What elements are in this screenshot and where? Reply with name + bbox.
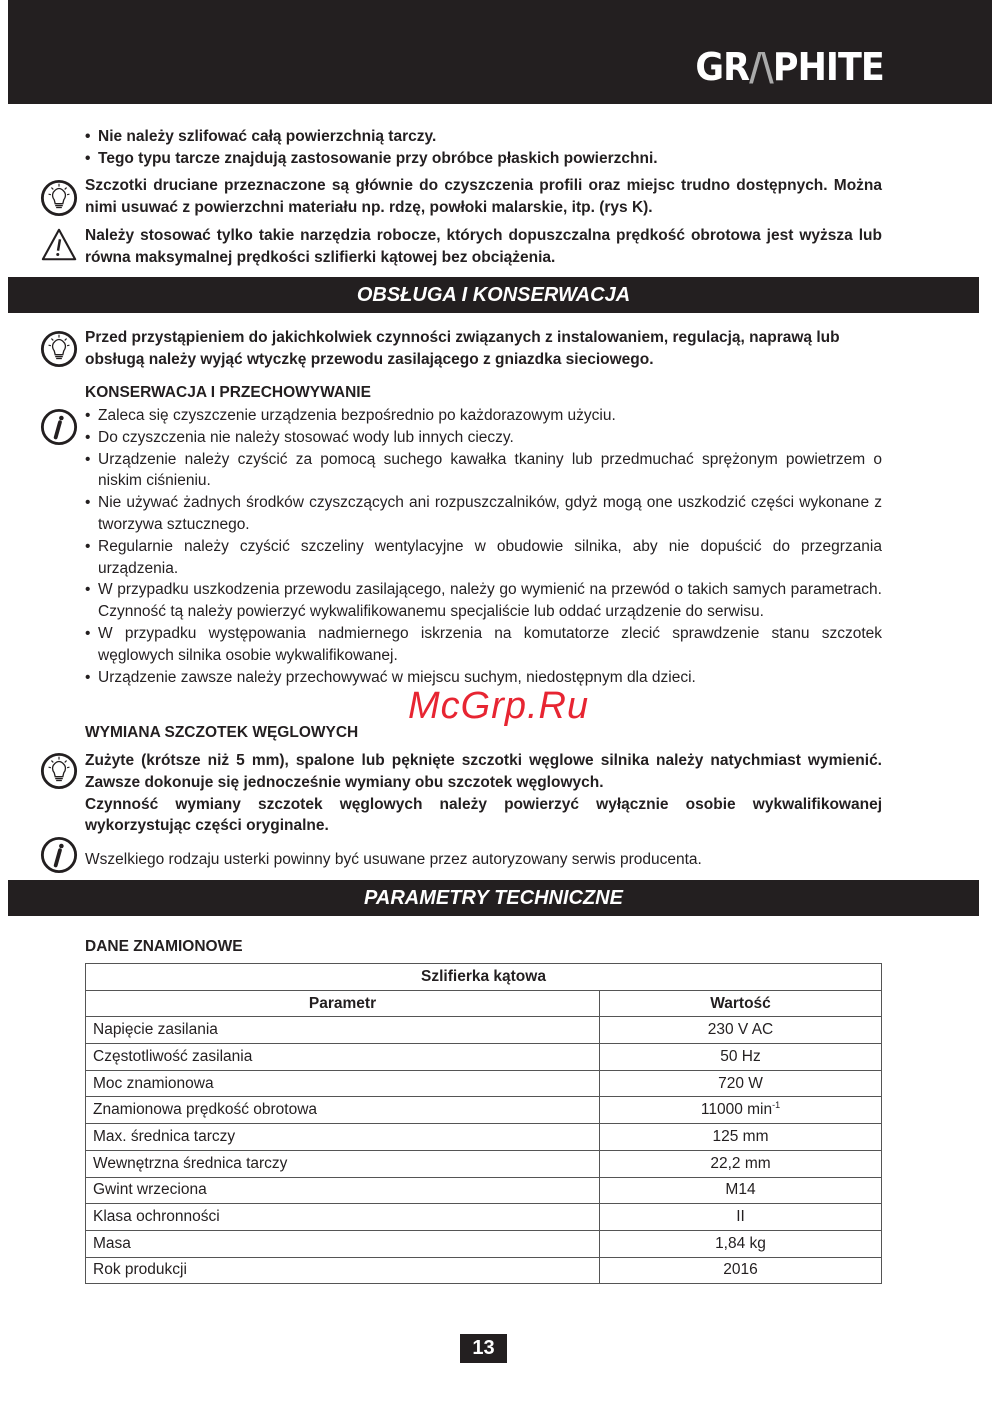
table-row [86,1230,882,1257]
param-cell: Klasa ochronności [86,1204,600,1231]
bullet-item: • W przypadku uszkodzenia przewodu zasilającego, należy go wymienić na przewód o takich samych parametrach. Czynność tą należy powierzyć wykwalifikowanemu specjaliście lub oddać urządzenie do serwisu. [85,579,882,623]
info-icon [40,836,78,874]
warning-triangle-icon [40,226,78,264]
bullet-item: • Regularnie należy czyścić szczeliny wentylacyjne w obudowie silnika, aby nie dopuścić do przegrzania urządzenia. [85,536,882,580]
rating-heading: DANE ZNAMIONOWE [85,938,243,955]
spec-table [85,963,882,1284]
logo-part-1: GR [695,45,750,89]
value-cell: 125 mm [600,1124,882,1151]
header-bar [8,0,992,104]
brushes-text [85,750,882,837]
lightbulb-tip-icon [40,179,78,217]
section-band-maintenance: OBSŁUGA I KONSERWACJA [8,277,979,313]
param-cell: Moc znamionowa [86,1070,600,1097]
value-cell: M14 [600,1177,882,1204]
lightbulb-tip-icon [40,330,78,368]
brushes-para-2: Czynność wymiany szczotek węglowych należy powierzyć wyłącznie osobie wykwalifikowanej wykorzystując części oryginalne. [85,795,882,835]
bullet-item: • Zaleca się czyszczenie urządzenia bezpośrednio po każdorazowym użyciu. [85,405,882,427]
column-header-value: Wartość [600,990,882,1017]
param-cell: Rok produkcji [86,1257,600,1284]
table-row [86,1124,882,1151]
param-cell: Gwint wrzeciona [86,1177,600,1204]
param-cell: Napięcie zasilania [86,1017,600,1044]
storage-bullets [85,405,882,688]
value-cell: 22,2 mm [600,1150,882,1177]
top-bullets [85,126,882,170]
value-cell: 50 Hz [600,1044,882,1071]
bullet-item: • Tego typu tarcze znajdują zastosowanie przy obróbce płaskich powierzchni. [85,148,882,170]
brushes-heading: WYMIANA SZCZOTEK WĘGLOWYCH [85,724,359,741]
table-row [86,1257,882,1284]
table-row [86,1204,882,1231]
bullet-item: • Urządzenie zawsze należy przechowywać w miejscu suchym, niedostępnym dla dzieci. [85,667,882,689]
bullet-item: • Do czyszczenia nie należy stosować wody lub innych cieczy. [85,427,882,449]
section-band-technical: PARAMETRY TECHNICZNE [8,880,979,916]
value-cell [600,1097,882,1124]
value-cell: 1,84 kg [600,1230,882,1257]
value-cell: 2016 [600,1257,882,1284]
watermark: McGrp.Ru [408,685,590,727]
table-row [86,1177,882,1204]
param-cell: Znamionowa prędkość obrotowa [86,1097,600,1124]
logo-part-3: PHITE [772,45,884,89]
info-service: Wszelkiego rodzaju usterki powinny być usuwane przez autoryzowany serwis producenta. [85,851,702,868]
speed-superscript: -1 [772,1100,781,1111]
info-icon [40,408,78,446]
tip-unplug: Przed przystąpieniem do jakichkolwiek czynności związanych z instalowaniem, regulacją, naprawą lub obsługą należy wyjąć wtyczkę przewodu zasilającego z gniazdka sieciowego. [85,329,840,368]
speed-value: 11000 min [700,1101,773,1119]
warning-tools: Należy stosować tylko takie narzędzia robocze, których dopuszczalna prędkość obrotowa jest wyższa lub równa maksymalnej prędkości szlifierki kątowej bez obciążenia. [85,227,882,266]
tip-wire-brushes: Szczotki druciane przeznaczone są głównie do czyszczenia profili oraz miejsc trudno dostępnych. Można nimi usuwać z powierzchni materiału np. rdzę, powłoki malarskie, itp. (rys K). [85,177,882,216]
table-caption: Szlifierka kątowa [86,964,882,991]
param-cell: Max. średnica tarczy [86,1124,600,1151]
param-cell: Wewnętrzna średnica tarczy [86,1150,600,1177]
table-row [86,1150,882,1177]
table-row [86,1044,882,1071]
value-cell: II [600,1204,882,1231]
value-cell: 720 W [600,1070,882,1097]
bullet-item: • Nie należy szlifować całą powierzchnią tarczy. [85,126,882,148]
bullet-item: • Nie używać żadnych środków czyszczących ani rozpuszczalników, gdyż mogą one uszkodzić części wykonane z tworzywa sztucznego. [85,492,882,536]
logo-a-slash: /\ [749,45,773,89]
graphite-logo [696,47,884,87]
bullet-item: • W przypadku występowania nadmiernego iskrzenia na komutatorze zlecić sprawdzenie stanu szczotek węglowych silnika osobie wykwalifikowanej. [85,623,882,667]
storage-heading: KONSERWACJA I PRZECHOWYWANIE [85,384,371,401]
column-header-parameter: Parametr [86,990,600,1017]
lightbulb-tip-icon [40,752,78,790]
value-cell: 230 V AC [600,1017,882,1044]
bullet-item: • Urządzenie należy czyścić za pomocą suchego kawałka tkaniny lub przedmuchać sprężonym powietrzem o niskim ciśnieniu. [85,449,882,493]
table-row [86,1070,882,1097]
table-header-row [86,990,882,1017]
param-cell: Częstotliwość zasilania [86,1044,600,1071]
brushes-para-1: Zużyte (krótsze niż 5 mm), spalone lub pęknięte szczotki węglowe silnika należy natychmiast wymienić. Zawsze dokonuje się jednocześnie wymiany obu szczotek węglowych. [85,752,882,791]
page-number: 13 [460,1334,507,1363]
table-row [86,1097,882,1124]
table-row [86,1017,882,1044]
table-caption-row [86,964,882,991]
param-cell: Masa [86,1230,600,1257]
